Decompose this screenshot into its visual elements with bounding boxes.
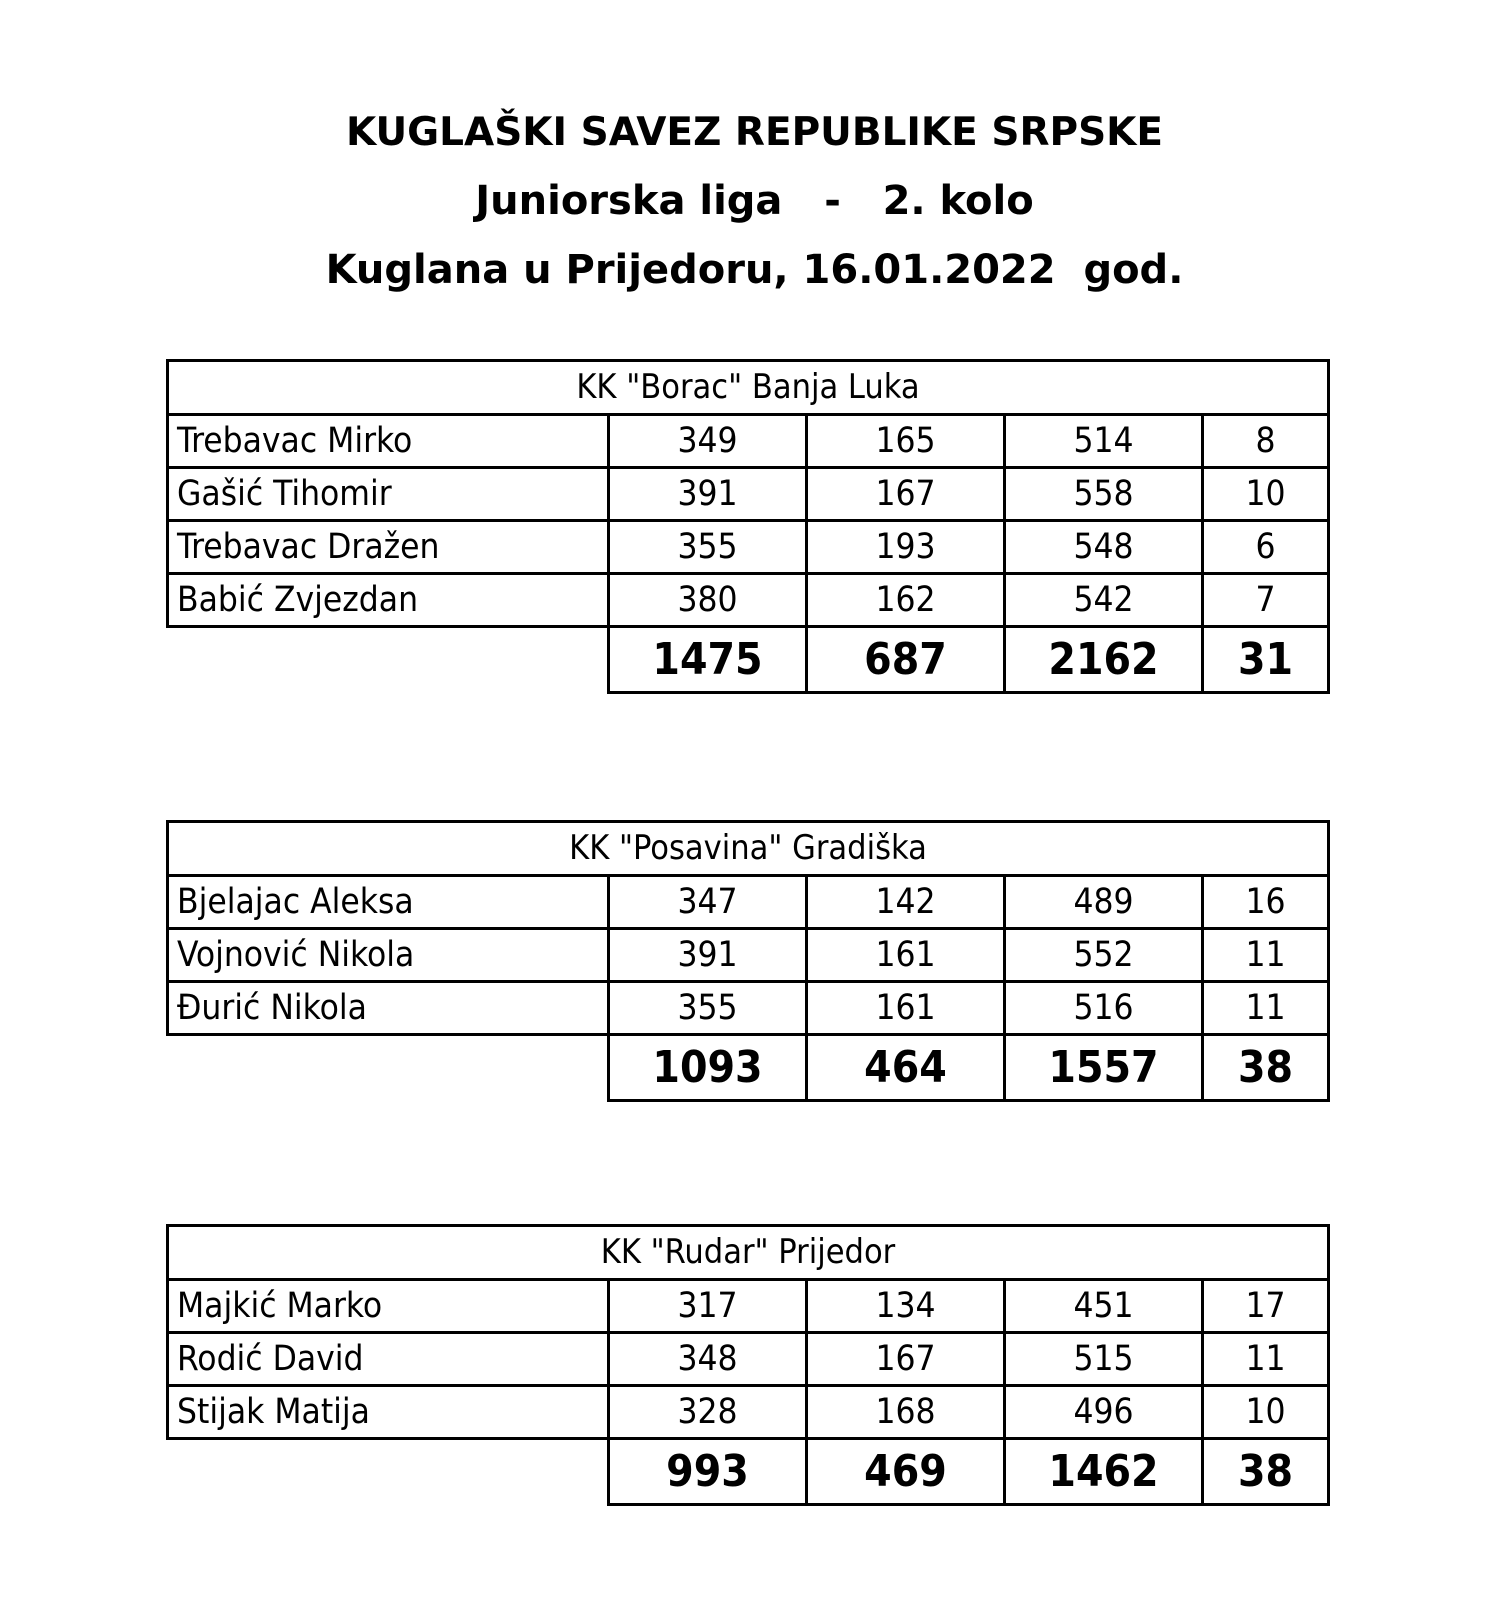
player-name: Trebavac Dražen <box>168 521 609 574</box>
score-cell: 162 <box>807 574 1005 627</box>
score-cell: 380 <box>609 574 807 627</box>
total-cell: 31 <box>1203 627 1329 693</box>
team-name: KK "Rudar" Prijedor <box>168 1226 1329 1280</box>
team-header-row <box>168 361 1329 415</box>
total-cell: 1475 <box>609 627 807 693</box>
score-cell: 516 <box>1005 982 1203 1035</box>
score-cell: 496 <box>1005 1386 1203 1439</box>
score-cell: 349 <box>609 415 807 468</box>
totals-row <box>168 1439 1329 1505</box>
totals-row <box>168 1035 1329 1101</box>
score-cell: 548 <box>1005 521 1203 574</box>
player-name: Đurić Nikola <box>168 982 609 1035</box>
score-cell: 10 <box>1203 468 1329 521</box>
score-cell: 134 <box>807 1280 1005 1333</box>
player-row <box>168 1333 1329 1386</box>
player-row <box>168 415 1329 468</box>
score-cell: 515 <box>1005 1333 1203 1386</box>
player-name: Stijak Matija <box>168 1386 609 1439</box>
score-cell: 142 <box>807 876 1005 929</box>
team-name: KK "Borac" Banja Luka <box>168 361 1329 415</box>
score-cell: 552 <box>1005 929 1203 982</box>
score-cell: 7 <box>1203 574 1329 627</box>
score-cell: 17 <box>1203 1280 1329 1333</box>
score-cell: 168 <box>807 1386 1005 1439</box>
player-row <box>168 574 1329 627</box>
total-cell: 993 <box>609 1439 807 1505</box>
blank-cell <box>168 1035 609 1101</box>
document-header <box>0 98 1509 305</box>
score-cell: 347 <box>609 876 807 929</box>
blank-cell <box>168 627 609 693</box>
score-cell: 161 <box>807 982 1005 1035</box>
player-name: Babić Zvjezdan <box>168 574 609 627</box>
score-cell: 391 <box>609 929 807 982</box>
total-cell: 1462 <box>1005 1439 1203 1505</box>
score-cell: 167 <box>807 1333 1005 1386</box>
score-cell: 391 <box>609 468 807 521</box>
league-round: Juniorska liga - 2. kolo <box>475 178 1034 224</box>
team-table-rudar <box>166 1224 1327 1506</box>
total-cell: 469 <box>807 1439 1005 1505</box>
team-table-borac <box>166 359 1327 694</box>
score-cell: 514 <box>1005 415 1203 468</box>
total-cell: 38 <box>1203 1439 1329 1505</box>
team-header-row <box>168 1226 1329 1280</box>
score-cell: 328 <box>609 1386 807 1439</box>
blank-cell <box>168 1439 609 1505</box>
score-cell: 8 <box>1203 415 1329 468</box>
score-cell: 489 <box>1005 876 1203 929</box>
score-cell: 193 <box>807 521 1005 574</box>
total-cell: 38 <box>1203 1035 1329 1101</box>
player-name: Rodić David <box>168 1333 609 1386</box>
score-cell: 355 <box>609 982 807 1035</box>
score-cell: 161 <box>807 929 1005 982</box>
score-cell: 11 <box>1203 982 1329 1035</box>
totals-row <box>168 627 1329 693</box>
score-cell: 348 <box>609 1333 807 1386</box>
results-table <box>166 359 1330 694</box>
player-name: Vojnović Nikola <box>168 929 609 982</box>
score-cell: 16 <box>1203 876 1329 929</box>
federation-title: KUGLAŠKI SAVEZ REPUBLIKE SRPSKE <box>345 110 1164 155</box>
player-row <box>168 876 1329 929</box>
score-cell: 165 <box>807 415 1005 468</box>
total-cell: 1093 <box>609 1035 807 1101</box>
score-cell: 11 <box>1203 929 1329 982</box>
total-cell: 687 <box>807 627 1005 693</box>
team-header-row <box>168 822 1329 876</box>
total-cell: 1557 <box>1005 1035 1203 1101</box>
player-row <box>168 929 1329 982</box>
score-cell: 317 <box>609 1280 807 1333</box>
player-row <box>168 982 1329 1035</box>
team-name: KK "Posavina" Gradiška <box>168 822 1329 876</box>
total-cell: 2162 <box>1005 627 1203 693</box>
player-row <box>168 521 1329 574</box>
score-cell: 451 <box>1005 1280 1203 1333</box>
score-cell: 558 <box>1005 468 1203 521</box>
player-row <box>168 1386 1329 1439</box>
results-table <box>166 820 1330 1102</box>
score-cell: 6 <box>1203 521 1329 574</box>
player-name: Trebavac Mirko <box>168 415 609 468</box>
player-name: Bjelajac Aleksa <box>168 876 609 929</box>
player-row <box>168 1280 1329 1333</box>
score-cell: 542 <box>1005 574 1203 627</box>
results-table <box>166 1224 1330 1506</box>
player-name: Majkić Marko <box>168 1280 609 1333</box>
score-cell: 10 <box>1203 1386 1329 1439</box>
team-table-posavina <box>166 820 1327 1102</box>
score-cell: 355 <box>609 521 807 574</box>
total-cell: 464 <box>807 1035 1005 1101</box>
player-name: Gašić Tihomir <box>168 468 609 521</box>
venue-date: Kuglana u Prijedoru, 16.01.2022 god. <box>325 247 1184 293</box>
score-cell: 167 <box>807 468 1005 521</box>
score-cell: 11 <box>1203 1333 1329 1386</box>
player-row <box>168 468 1329 521</box>
